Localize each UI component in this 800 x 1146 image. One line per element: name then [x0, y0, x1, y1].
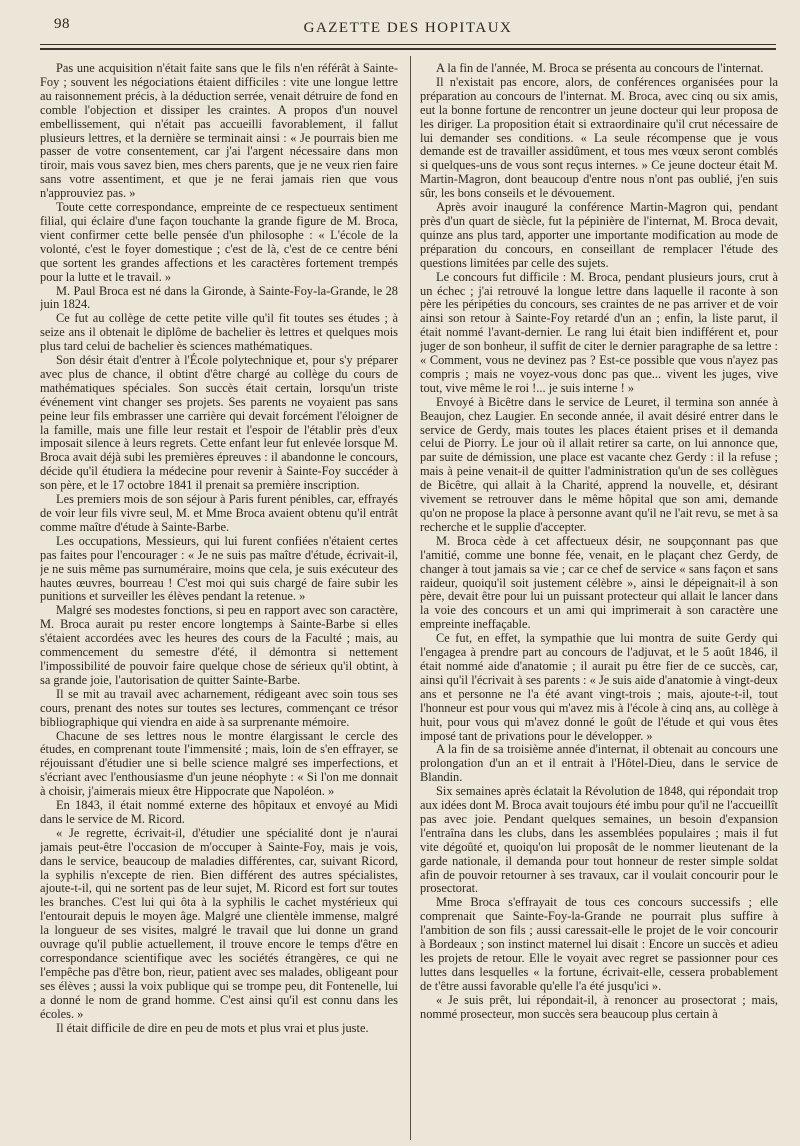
paragraph: Six semaines après éclatait la Révolution de 1848, qui répondait trop aux idées dont M. Broca avait toujours été imbu pour qu'il ne l'accueillît pas avec joie. Pendant quelques semaines, un besoin d'expansion l'entraîna dans les clubs, dans les assemblées populaires ; mais il fut vite dégoûté et, quoiqu'on lui proposât de le nommer lieutenant de la garde nationale, il demanda pour tout honneur de rester simple soldat afin de pouvoir retourner à ses travaux, car il voulait concourir pour le prosectorat.	[420, 784, 778, 896]
left-column	[40, 62, 398, 1138]
paragraph: A la fin de l'année, M. Broca se présenta au concours de l'internat.	[436, 62, 764, 75]
paragraph: Son désir était d'entrer à l'École polytechnique et, pour s'y préparer avec plus de chance, il obtint d'être chargé au collège du cours de mathématiques spéciales. Son succès était certain, lorsqu'un triste événement vint changer ses projets. Ses parents ne voyaient pas sans peine leur fils embrasser une carrière qui devait forcément l'éloigner de la famille, mais une fille leur restait et l'espoir de l'établir près d'eux imposait silence à leurs regrets. Cette enfant leur fut enlevée lorsque M. Broca avait déjà subi les premières épreuves : il abandonne le concours, décide qu'il étudiera la médecine pour revenir à Sainte-Foy succéder à son père, et le 17 octobre 1841 il prenait sa première inscription.	[40, 353, 398, 493]
right-column	[420, 62, 778, 1138]
paragraph: Ce fut, en effet, la sympathie que lui montra de suite Gerdy qui l'engagea à prendre part au concours de l'adjuvat, et le 5 août 1846, il était nommé aide d'anatomie ; il aurait pu être fier de ce succès, car, ainsi qu'il l'écrivait à ses parents : « Je suis aide d'anatomie à vingt-deux ans et personne ne l'a été avant vingt-trois ; mais, ajoute-t-il, tout l'honneur est pour vous qui m'avez mis à l'école à cinq ans, au collège à huit, pour vous qui m'avez donné le goût de l'étude et qui vous êtes imposé tant de privations pour le développer. »	[420, 631, 778, 743]
paragraph: Il se mit au travail avec acharnement, rédigeant avec soin tous ses cours, prenant des notes sur toutes ses lectures, commençant ce trésor bibliographique qui viendra en aide à sa surprenante mémoire.	[40, 686, 398, 729]
paragraph: Les premiers mois de son séjour à Paris furent pénibles, car, effrayés de voir leur fils vivre seul, M. et Mme Broca avaient obtenu qu'il entrât comme maître d'étude à Sainte-Barbe.	[40, 492, 398, 534]
paragraph: Ce fut au collège de cette petite ville qu'il fit toutes ses études ; à seize ans il obtenait le diplôme de bachelier ès lettres et quelques mois plus tard celui de bachelier ès sciences mathématiques.	[40, 311, 398, 354]
paragraph: Envoyé à Bicêtre dans le service de Leuret, il termina son année à Beaujon, chez Laugier. En seconde année, il avait désiré entrer dans le service de Gerdy, mais toutes les places étaient prises et il demanda celui de Piorry. Le jour où il allait retirer sa carte, on lui annonce que, par suite de démission, une place est vacante chez Gerdy : il la refuse ; mais à peine venait-il de quitter l'administration qu'un de ses collègues de Bicêtre, qui allait à la Charité, apprend la nouvelle, et, désirant vivement se retrouver dans le même hôpital que son ami, demande qu'on ne propose la place à personne avant qu'il ne l'ait revu, se met à sa recherche et le supplie d'accepter.	[420, 394, 778, 534]
paragraph: En 1843, il était nommé externe des hôpitaux et envoyé au Midi dans le service de M. Ricord.	[40, 798, 398, 826]
page-number: 98	[54, 16, 70, 32]
paragraph: Il était difficile de dire en peu de mots et plus vrai et plus juste.	[56, 1020, 369, 1035]
paragraph: M. Broca cède à cet affectueux désir, ne soupçonnant pas que l'amitié, comme une bonne fée, venait, en le plaçant chez Gerdy, de changer à tout jamais sa vie ; car ce chef de service « sans façon et sans raideur, quoiqu'il soit justement célèbre », ainsi le dépeignait-il à son père, devait être pour lui un puissant protecteur qui allait le lancer dans la voie des concours et un ami qui imprimerait à son caractère une empreinte ineffaçable.	[420, 533, 778, 632]
paragraph: Malgré ses modestes fonctions, si peu en rapport avec son caractère, M. Broca aurait pu rester encore longtemps à Sainte-Barbe si elles s'étaient accordées avec les heures des cours de la Faculté ; mais, au commencement du semestre d'été, il démontra si nettement l'impossibilité de pouvoir faire quelque chose de sérieux qu'il obtint, à sa grande joie, l'autorisation de quitter Sainte-Barbe.	[40, 603, 398, 687]
paragraph: Après avoir inauguré la conférence Martin-Magron qui, pendant près d'un quart de siècle, fut la pépinière de l'internat, M. Broca devait, quinze ans plus tard, apporter une importante modification au mode de préparation du concours, en conseillant de remplacer l'étude des questions limitées par celle des sujets.	[420, 200, 778, 270]
paragraph: A la fin de sa troisième année d'internat, il obtenait au concours une prolongation d'un an et il entrait à l'Hôtel-Dieu, dans le service de Blandin.	[420, 742, 778, 785]
paragraph: Le concours fut difficile : M. Broca, pendant plusieurs jours, crut à un échec ; j'ai retrouvé la longue lettre dans laquelle il raconte à son père les péripéties du concours, ses craintes de ne pas arriver et de voir ainsi son retour à Sainte-Foy retardé d'un an ; enfin, la liste parut, il était nommé l'avant-dernier. Le rang lui était bien indifférent et, pour juger de son bonheur, il suffit de citer le dernier paragraphe de sa lettre : « Comment, vous ne devinez pas ? Est-ce possible que vous n'ayez pas compris ; mais ne voyez-vous donc pas que... vivent les juges, vive tout, vive même le roi !... je suis interne ! »	[420, 269, 778, 395]
header-rule	[40, 44, 776, 45]
paragraph: « Je regrette, écrivait-il, d'étudier une spécialité dont je n'aurai jamais peut-être l'occasion de m'occuper à Sainte-Foy, mais je vois, dans le service, beaucoup de maladies différentes, car, suivant Ricord, la syphilis n'excepte de rien. Bien différent des autres spécialistes, ajoute-t-il, qui ne sortent pas de leur sujet, M. Ricord est fort sur toutes les branches. C'est lui qui ôta à la syphilis le cachet mystérieux qui l'entourait depuis le moyen âge. Malgré une clientèle immense, malgré la longueur de ses visites, malgré le travail que lui donne un grand ouvrage qu'il publie actuellement, il trouve encore le temps d'être en correspondance scientifique avec les sociétés étrangères, ce qui ne l'empêche pas d'être bon, rieur, patient avec ses malades, obligeant pour ses élèves ; aussi la voix publique qui se trompe peu, dit Fontenelle, lui a donné le nom de grand homme. C'est ainsi qu'il est connu dans les écoles. »	[40, 825, 398, 1021]
paragraph: Il n'existait pas encore, alors, de conférences organisées pour la préparation au concours de l'internat. M. Broca, avec cinq ou six amis, eut la bonne fortune de rencontrer un jeune docteur qui leur proposa de les diriger. La proposition était si extraordinaire qu'il crut nécessaire de lui demander ses conditions. « La seule récompense que je vous demande est de travailler assidûment, et tous mes vœux seront comblés si quelques-uns de vous sont reçus internes. » Ce jeune docteur était M. Martin-Magron, dont beaucoup d'entre nous n'ont pas oublié, j'en suis sûr, les bons conseils et le dévouement.	[420, 74, 778, 201]
paragraph: « Je suis prêt, lui répondait-il, à renoncer au prosectorat ; mais, nommé prosecteur, mon succès sera beaucoup plus certain à	[420, 992, 778, 1021]
paragraph: Mme Broca s'effrayait de tous ces concours successifs ; elle comprenait que Sainte-Foy-la-Grande ne pourrait plus suffire à l'ambition de son fils ; aussi caressait-elle le projet de le voir concourir à Bordeaux ; son instinct maternel lui disait : Encore un succès et adieu les projets de retour. Elle le voyait avec regret se passionner pour ces luttes dans lesquelles « la fortune, écrivait-elle, cessera probablement de t'être aussi favorable qu'elle l'a été jusqu'ici ».	[420, 895, 778, 993]
journal-title: GAZETTE DES HOPITAUX	[303, 20, 513, 36]
paragraph: Chacune de ses lettres nous le montre élargissant le cercle des études, en comprenant toute l'immensité ; mais, loin de s'en effrayer, se réjouissant d'étudier une si belle science malgré ses imperfections, et s'écriant avec l'enthousiasme d'un jeune néophyte : « Si l'on me donnait à choisir, j'aimerais mieux être Hippocrate que Napoléon. »	[40, 728, 398, 799]
header-rule-thick	[40, 48, 776, 50]
page-header	[40, 14, 776, 40]
paragraph: Les occupations, Messieurs, qui lui furent confiées n'étaient certes pas faites pour l'encourager : « Je ne suis pas maître d'étude, écrivait-il, je ne suis même pas surnuméraire, moins que cela, je suis exécuteur des hautes œuvres, bourreau ! C'est moi qui suis chargé de faire subir les punitions et surveiller les élèves pendant la retenue. »	[40, 533, 398, 604]
paragraph: Pas une acquisition n'était faite sans que le fils n'en référât à Sainte-Foy ; souvent les négociations étaient difficiles : vite une longue lettre au raisonnement précis, à la déduction serrée, venait détruire de fond en comble l'objection et dissiper les craintes. A propos d'un nouvel embellissement, qui n'était pas accueilli favorablement, il fallut plusieurs lettres, et la dernière se terminait ainsi : « Je pourrais bien me passer de votre consentement, car j'ai l'argent nécessaire dans mon tiroir, mais vous savez bien, mes chers parents, que je ne veux rien faire sans votre assentiment, et que je ne ferai jamais rien que vous n'approuviez pas. »	[40, 62, 398, 201]
article-body	[40, 62, 778, 1138]
paragraph: Toute cette correspondance, empreinte de ce respectueux sentiment filial, qui éclaire d'une façon touchante la grande figure de M. Broca, vient confirmer cette belle pensée d'un philosophe : « L'école de la volonté, c'est le foyer domestique ; c'est de là, c'est de ce centre béni que sortent les grandes affections et les caractères fortement trempés pour la lutte et le travail. »	[40, 200, 398, 284]
paragraph: M. Paul Broca est né dans la Gironde, à Sainte-Foy-la-Grande, le 28 juin 1824.	[40, 283, 398, 312]
